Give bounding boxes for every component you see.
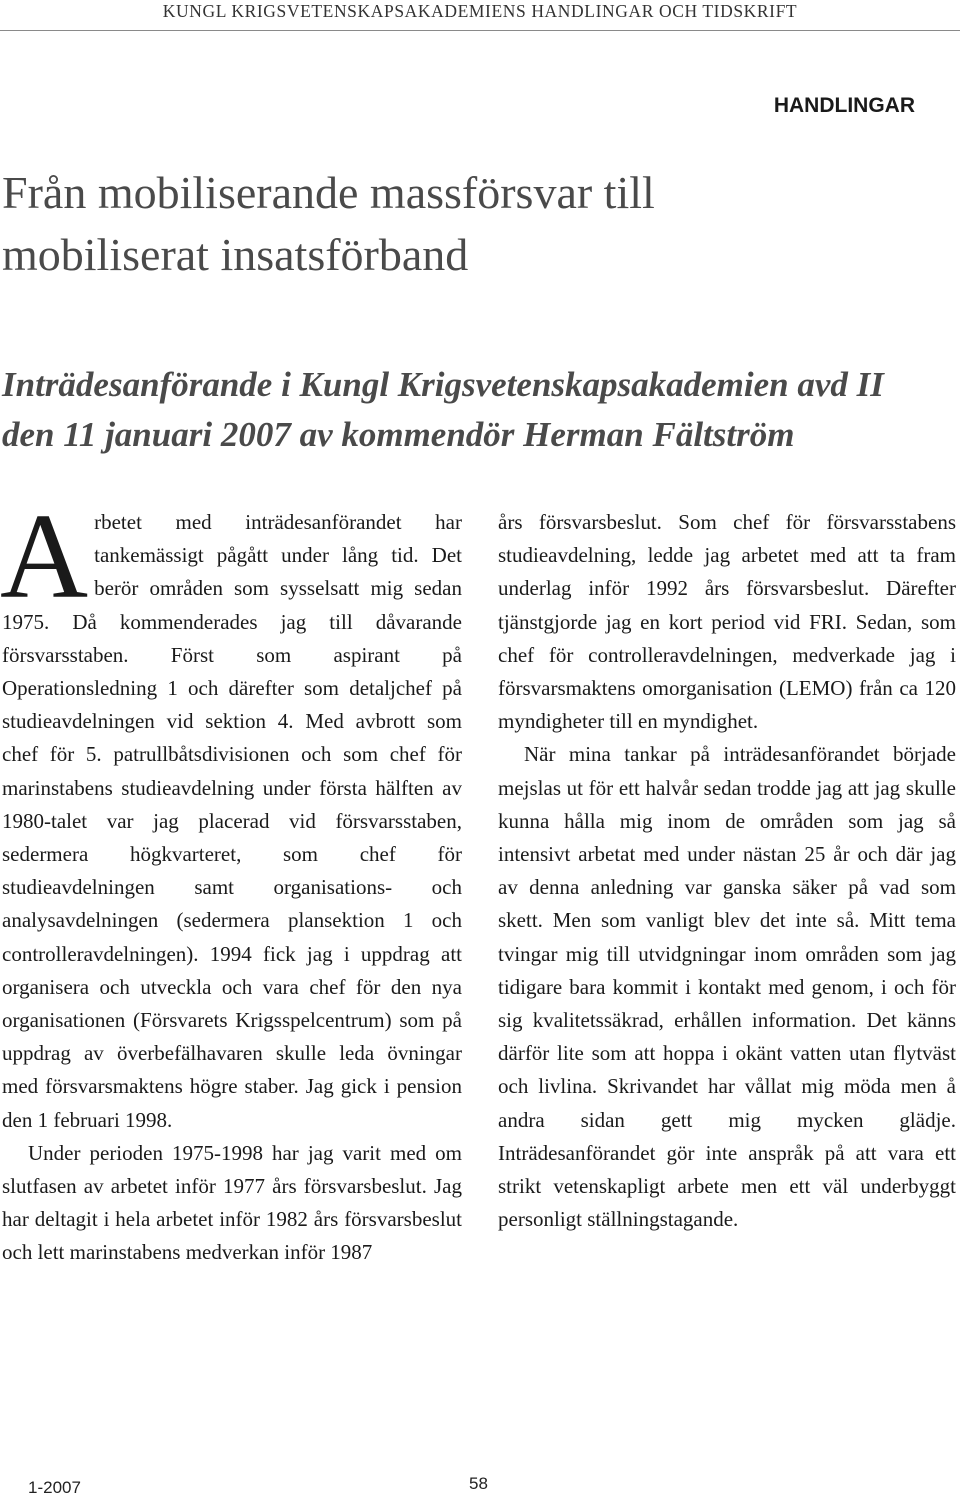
- paragraph-text: rbetet med inträdesanförandet har tankemässigt pågått under lång tid. Det berör områden som sysselsatt mig sedan 1975. Då kommenderades jag till dåvarande försvarsstaben. Först som aspirant på Operationsledning 1 och därefter som detaljchef på studieavdelningen vid sektion 4. Med avbrott som chef för 5. patrullbåtsdivisionen och som chef för marinstabens studieavdelning under första hälften av 1980-talet var jag placerad vid försvarsstaben, sedermera högkvarteret, som chef för studieavdelningen samt organisations- och analysavdelningen (sedermera plansektion 1 och controlleravdelningen). 1994 fick jag i uppdrag att organisera och utveckla och vara chef för den nya organisationen (Försvarets Krigsspelcentrum) som på uppdrag av överbefälhavaren skulle leda övningar med försvarsmaktens högre staber. Jag gick i pension den 1 februari 1998.: [2, 510, 462, 1132]
- title-line-1: Från mobiliserande massförsvar till: [2, 167, 655, 218]
- drop-cap: A: [0, 489, 89, 624]
- body-column-right: [498, 506, 956, 1236]
- body-column-left: [0, 489, 462, 1270]
- section-label: HANDLINGAR: [773, 94, 915, 117]
- page-number: 58: [469, 1474, 488, 1493]
- subtitle-line-1: Inträdesanförande i Kungl Krigsvetenskapsakademien avd II: [2, 365, 884, 404]
- body-paragraph: När mina tankar på inträdesanförandet började mejslas ut för ett halvår sedan trodde jag att jag skulle kunna hålla mig inom de områden som jag så intensivt arbetat med under nästan 25 år och där jag av denna anledning var ganska säker på vad som skett. Men som vanligt blev det inte så. Mitt tema tvingar mig till utvidgningar inom områden som jag tidigare bara kommit i kontakt med genom, i och för sig kvalitetssäkrad, erhållen information. Det känns därför lite som att hoppa i okänt vatten utan flytväst och livlina. Skrivandet har vållat mig möda men å andra sidan gett mig mycken glädje. Inträdesanförandet gör inte anspråk på att vara ett strikt vetenskapligt arbete men ett väl underbyggt personligt ställningstagande.: [498, 742, 956, 1232]
- subtitle-line-2: den 11 januari 2007 av kommendör Herman Fältström: [2, 415, 795, 454]
- article-title: [2, 162, 942, 286]
- title-line-2: mobiliserat insatsförband: [2, 229, 469, 280]
- body-paragraph: års försvarsbeslut. Som chef för försvarsstabens studieavdelning, ledde jag arbetet med att ta fram underlag inför 1992 års försvarsbeslut. Därefter tjänstgjorde jag en kort period vid FRI. Sedan, som chef för controlleravdelningen, medverkade jag i försvarsmaktens omorganisation (LEMO) från ca 120 myndigheter till en myndighet.: [498, 510, 956, 734]
- issue-number: 1-2007: [28, 1478, 81, 1497]
- article-subtitle: [2, 360, 952, 460]
- running-head: KUNGL KRIGSVETENSKAPSAKADEMIENS HANDLINGAR OCH TIDSKRIFT: [0, 0, 960, 31]
- body-paragraph: Under perioden 1975-1998 har jag varit med om slutfasen av arbetet inför 1977 års försvarsbeslut. Jag har deltagit i hela arbetet inför 1982 års försvarsbeslut och lett marinstabens medverkan inför 1987: [2, 1140, 462, 1265]
- body-paragraph: [0, 489, 462, 1137]
